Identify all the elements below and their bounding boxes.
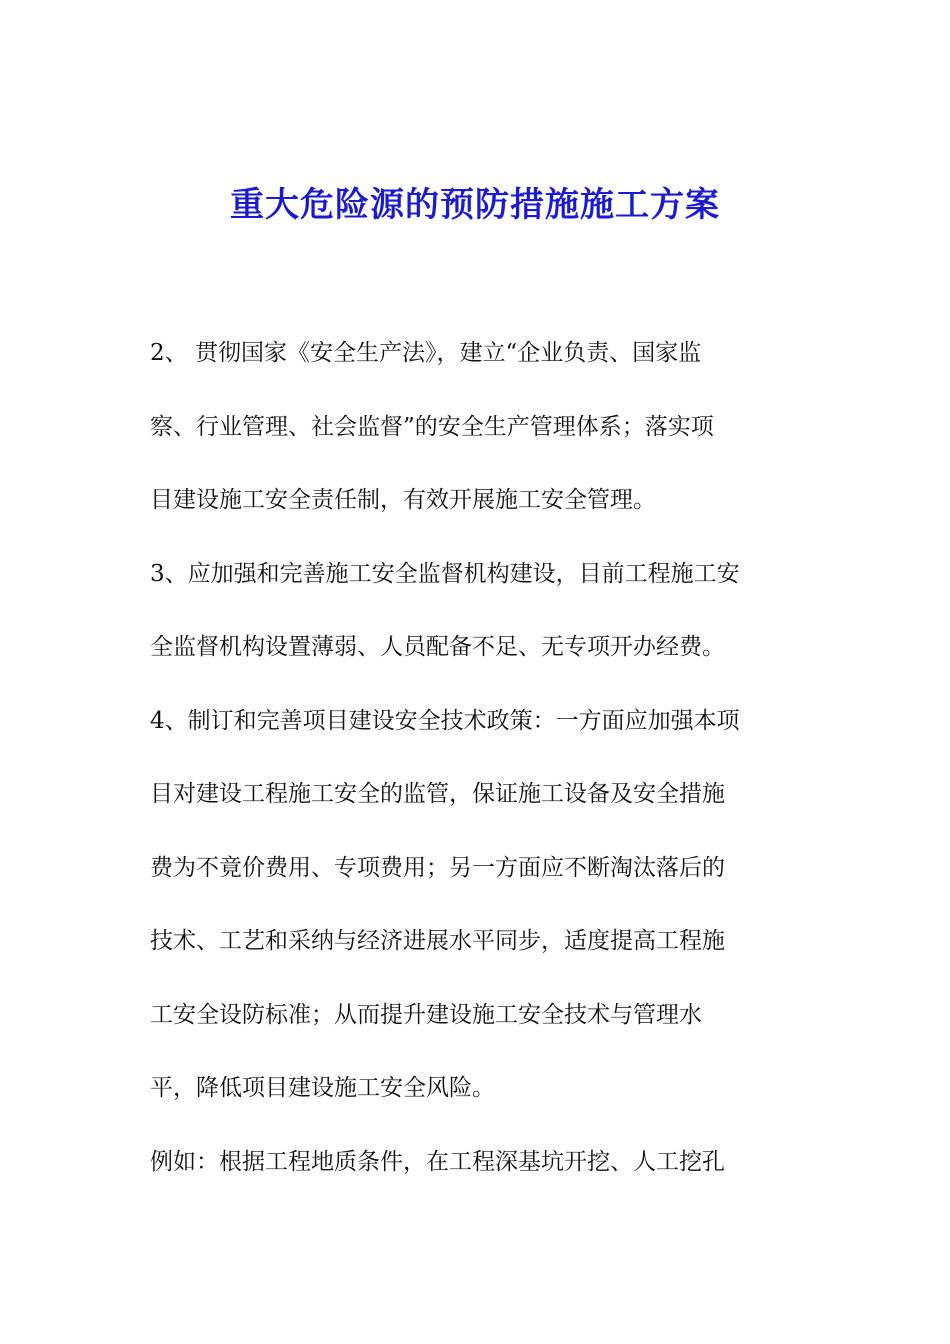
body-line: 3、应加强和完善施工安全监督机构建设，目前工程施工安 bbox=[150, 560, 740, 587]
body-line: 全监督机构设置薄弱、人员配备不足、无专项开办经费。 bbox=[150, 634, 725, 660]
body-line: 平，降低项目建设施工安全风险。 bbox=[150, 1075, 495, 1101]
body-line: 费为不竟价费用、专项费用；另一方面应不断淘汰落后的 bbox=[150, 854, 725, 881]
body-line: 目对建设工程施工安全的监管，保证施工设备及安全措施 bbox=[150, 781, 725, 807]
body-line: 察、行业管理、社会监督”的安全生产管理体系；落实项 bbox=[150, 413, 714, 440]
body-line: 工安全设防标准；从而提升建设施工安全技术与管理水 bbox=[150, 1001, 702, 1028]
document-title: 重大危险源的预防措施施工方案 bbox=[230, 185, 720, 225]
document-body bbox=[150, 328, 810, 1210]
body-line: 技术、工艺和采纳与经济进展水平同步，适度提高工程施 bbox=[150, 928, 725, 954]
body-line: 例如：根据工程地质条件，在工程深基坑开挖、人工挖孔 bbox=[150, 1148, 725, 1175]
body-line: 2、 贯彻国家《安全生产法》，建立“企业负责、国家监 bbox=[150, 340, 702, 366]
body-line: 4、制订和完善项目建设安全技术政策：一方面应加强本项 bbox=[150, 707, 740, 734]
body-line: 目建设施工安全责任制，有效开展施工安全管理。 bbox=[150, 487, 656, 513]
